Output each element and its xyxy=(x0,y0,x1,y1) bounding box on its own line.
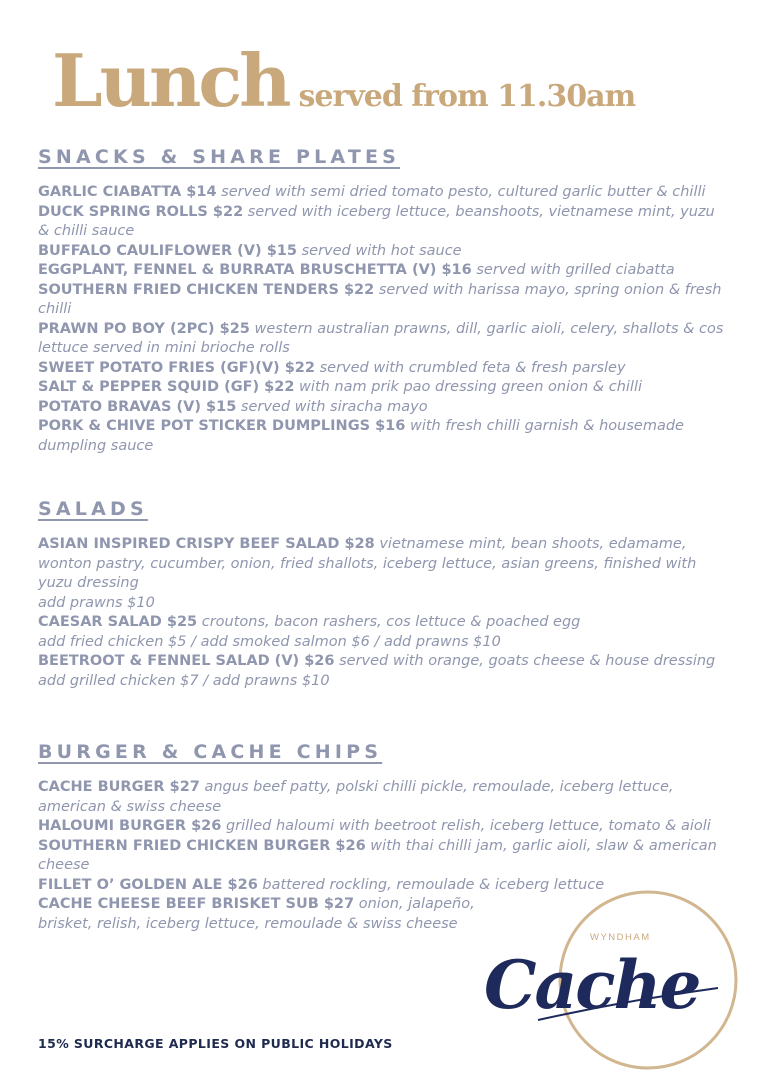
menu-item xyxy=(38,613,728,633)
item-name: GARLIC CIABATTA $14 xyxy=(38,184,217,200)
item-description: served with iceberg lettuce, beanshoots, vietnamese mint, yuzu & chilli sauce xyxy=(38,203,715,239)
menu-item xyxy=(38,417,728,456)
item-name: PRAWN PO BOY (2PC) $25 xyxy=(38,320,250,337)
snacks-list xyxy=(38,183,728,456)
menu-item xyxy=(38,535,728,594)
menu-item xyxy=(38,398,728,418)
menu-item xyxy=(38,817,728,837)
item-name: DUCK SPRING ROLLS $22 xyxy=(38,203,244,220)
item-description: served with orange, goats cheese & house dressing xyxy=(334,653,716,669)
salads-list xyxy=(38,535,728,691)
menu-item xyxy=(38,320,728,359)
item-name: POTATO BRAVAS (V) $15 xyxy=(38,398,237,415)
menu-item xyxy=(38,837,728,876)
item-name: SOUTHERN FRIED CHICKEN BURGER $26 xyxy=(38,837,366,854)
item-description: grilled haloumi with beetroot relish, iceberg lettuce, tomato & aioli xyxy=(221,818,711,834)
item-description: with fresh chilli garnish & housemade dumpling sauce xyxy=(38,418,684,454)
item-description: served with siracha mayo xyxy=(236,398,428,415)
logo-wyndham-text: WYNDHAM xyxy=(590,932,651,943)
menu-title xyxy=(52,38,635,123)
item-description: vietnamese mint, bean shoots, edamame, wonton pastry, cucumber, onion, fried shallots, iceberg lettuce, asian greens, finished with yuzu dressing xyxy=(38,536,697,591)
item-description: served with harissa mayo, spring onion & fresh chilli xyxy=(38,281,722,317)
title-subtitle: served from 11.30am xyxy=(298,79,636,114)
item-description: served with semi dried tomato pesto, cultured garlic butter & chilli xyxy=(216,184,706,200)
item-name: BUFFALO CAULIFLOWER (V) $15 xyxy=(38,242,297,259)
item-name: HALOUMI BURGER $26 xyxy=(38,818,222,834)
item-name: CACHE CHEESE BEEF BRISKET SUB $27 xyxy=(38,896,355,912)
item-description: battered rockling, remoulade & iceberg lettuce xyxy=(257,876,605,893)
logo-cache-word: Cache xyxy=(484,946,700,1024)
item-name: SWEET POTATO FRIES (GF)(V) $22 xyxy=(38,359,315,376)
item-description: croutons, bacon rashers, cos lettuce & poached egg xyxy=(197,614,581,630)
item-description: served with crumbled feta & fresh parsley xyxy=(314,359,626,376)
item-description: angus beef patty, polski chilli pickle, remoulade, iceberg lettuce, american & swiss cheese xyxy=(38,779,674,815)
menu-item xyxy=(38,378,728,398)
item-description: onion, jalapeño, brisket, relish, iceberg lettuce, remoulade & swiss cheese xyxy=(38,896,475,932)
cache-logo xyxy=(478,880,746,1070)
item-name: SOUTHERN FRIED CHICKEN TENDERS $22 xyxy=(38,281,375,298)
item-description: served with hot sauce xyxy=(296,242,462,259)
menu-item xyxy=(38,359,728,379)
item-description: western australian prawns, dill, garlic aioli, celery, shallots & cos lettuce served in mini brioche rolls xyxy=(38,320,724,356)
item-name: EGGPLANT, FENNEL & BURRATA BRUSCHETTA (V) $16 xyxy=(38,262,472,278)
menu-item xyxy=(38,242,728,262)
item-name: FILLET O’ GOLDEN ALE $26 xyxy=(38,876,258,893)
item-description: with nam prik pao dressing green onion & chilli xyxy=(294,379,642,395)
item-name: CAESAR SALAD $25 xyxy=(38,614,198,630)
menu-item xyxy=(38,281,728,320)
item-addon: add prawns $10 xyxy=(38,594,155,611)
item-name: PORK & CHIVE POT STICKER DUMPLINGS $16 xyxy=(38,418,406,434)
item-description: served with grilled ciabatta xyxy=(471,262,675,278)
title-main: Lunch xyxy=(52,38,289,123)
item-name: BEETROOT & FENNEL SALAD (V) $26 xyxy=(38,653,335,669)
item-name: CACHE BURGER $27 xyxy=(38,779,200,795)
section-heading-burgers: BURGER & CACHE CHIPS xyxy=(38,741,383,763)
menu-item xyxy=(38,203,728,242)
menu-item xyxy=(38,183,728,203)
item-description: with thai chilli jam, garlic aioli, slaw & american cheese xyxy=(38,837,717,873)
menu-item xyxy=(38,895,493,934)
menu-item xyxy=(38,652,728,672)
menu-item xyxy=(38,778,728,817)
menu-item xyxy=(38,261,728,281)
item-name: SALT & PEPPER SQUID (GF) $22 xyxy=(38,379,295,395)
item-addon: add grilled chicken $7 / add prawns $10 xyxy=(38,672,330,689)
section-heading-snacks: SNACKS & SHARE PLATES xyxy=(38,146,401,168)
section-heading-salads: SALADS xyxy=(38,498,148,520)
item-addon: add fried chicken $5 / add smoked salmon $6 / add prawns $10 xyxy=(38,633,501,650)
surcharge-note: 15% SURCHARGE APPLIES ON PUBLIC HOLIDAYS xyxy=(38,1036,393,1051)
item-name: ASIAN INSPIRED CRISPY BEEF SALAD $28 xyxy=(38,536,375,552)
